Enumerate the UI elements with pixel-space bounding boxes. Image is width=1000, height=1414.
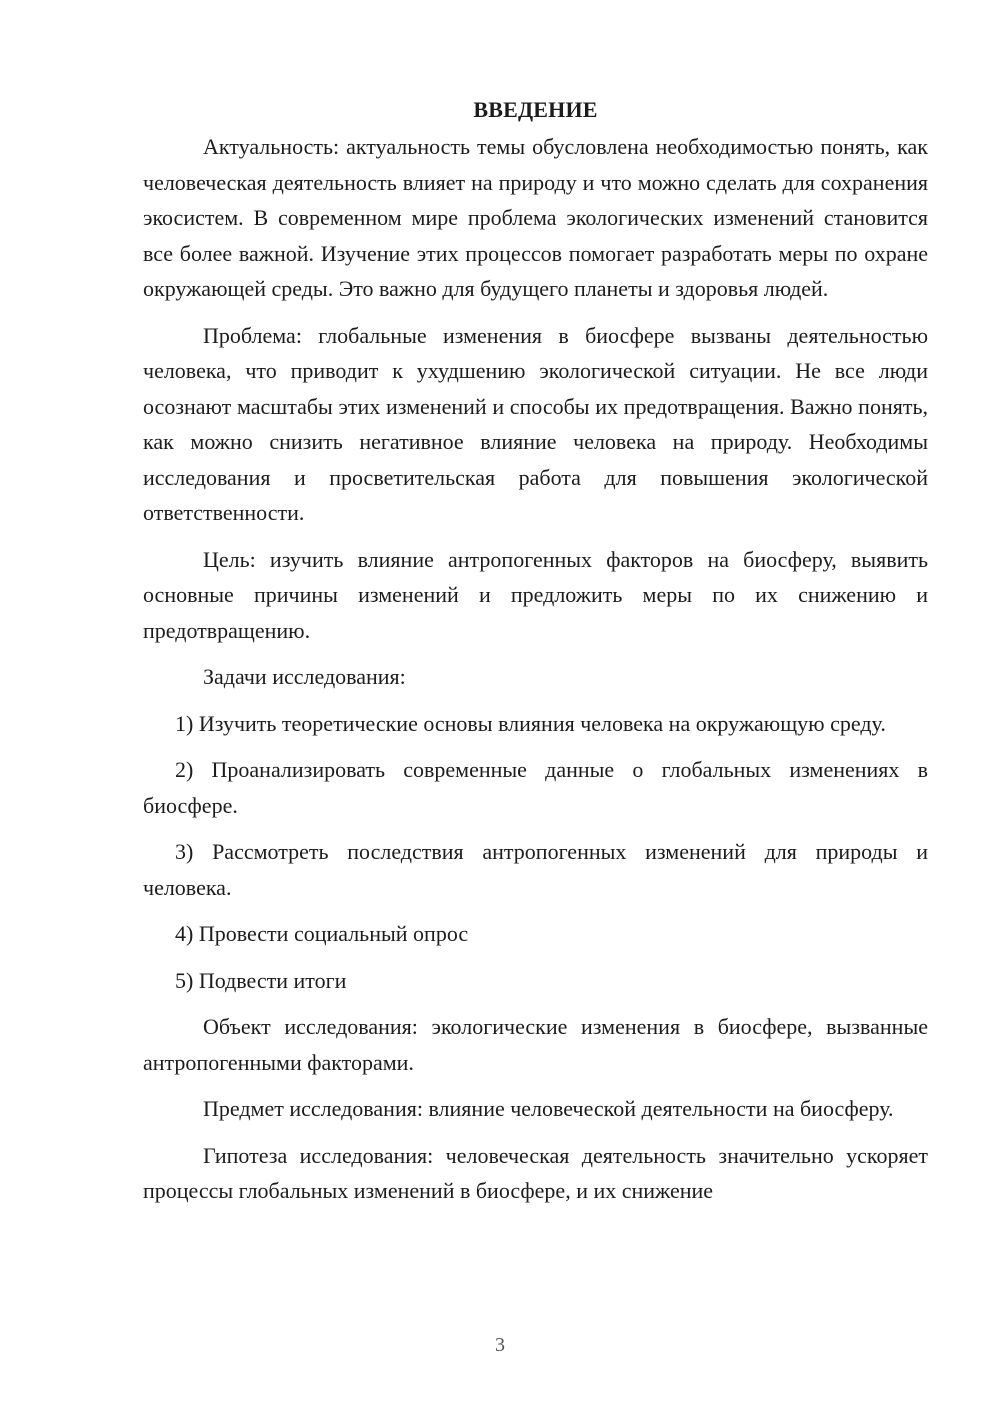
page-number: 3 [495,1334,505,1356]
task-item-5: 5) Подвести итоги [175,967,347,993]
task-item-1: 1) Изучить теоретические основы влияния человека на окружающую среду. [175,710,886,736]
relevance-paragraph: Актуальность: актуальность темы обусловлена необходимостью понять, как человеческая деятельность влияет на природу и что можно сделать для сохранения экосистем. В современном мире проблема экологических изменений становится все более важной. Изучение этих процессов помогает разработать меры по охране окружающей среды. Это важно для будущего планеты и здоровья людей. [143,134,928,301]
task-item-4: 4) Провести социальный опрос [175,921,469,946]
task-item-3: 3) Рассмотреть последствия антропогенных изменений для природы и человека. [143,839,928,900]
task-item-2: 2) Проанализировать современные данные о глобальных изменениях в биосфере. [143,757,928,818]
tasks-heading: Задачи исследования: [203,664,406,689]
document-page [143,92,928,1220]
object-paragraph: Объект исследования: экологические изменения в биосфере, вызванные антропогенными факторами. [143,1014,928,1075]
subject-paragraph: Предмет исследования: влияние человеческой деятельности на биосферу. [203,1096,894,1121]
section-title: ВВЕДЕНИЕ [473,97,598,122]
problem-paragraph: Проблема: глобальные изменения в биосфере вызваны деятельностью человека, что приводит к ухудшению экологической ситуации. Не все люди осознают масштабы этих изменений и способы их предотвращения. Важно понять, как можно снизить негативное влияние человека на природу. Необходимы исследования и просветительская работа для повышения экологической ответственности. [143,322,928,525]
goal-paragraph: Цель: изучить влияние антропогенных факторов на биосферу, выявить основные причины изменений и предложить меры по их снижению и предотвращению. [143,546,928,643]
hypothesis-paragraph: Гипотеза исследования: человеческая деятельность значительно ускоряет процессы глобальных изменений в биосфере, и их снижение [143,1142,928,1203]
